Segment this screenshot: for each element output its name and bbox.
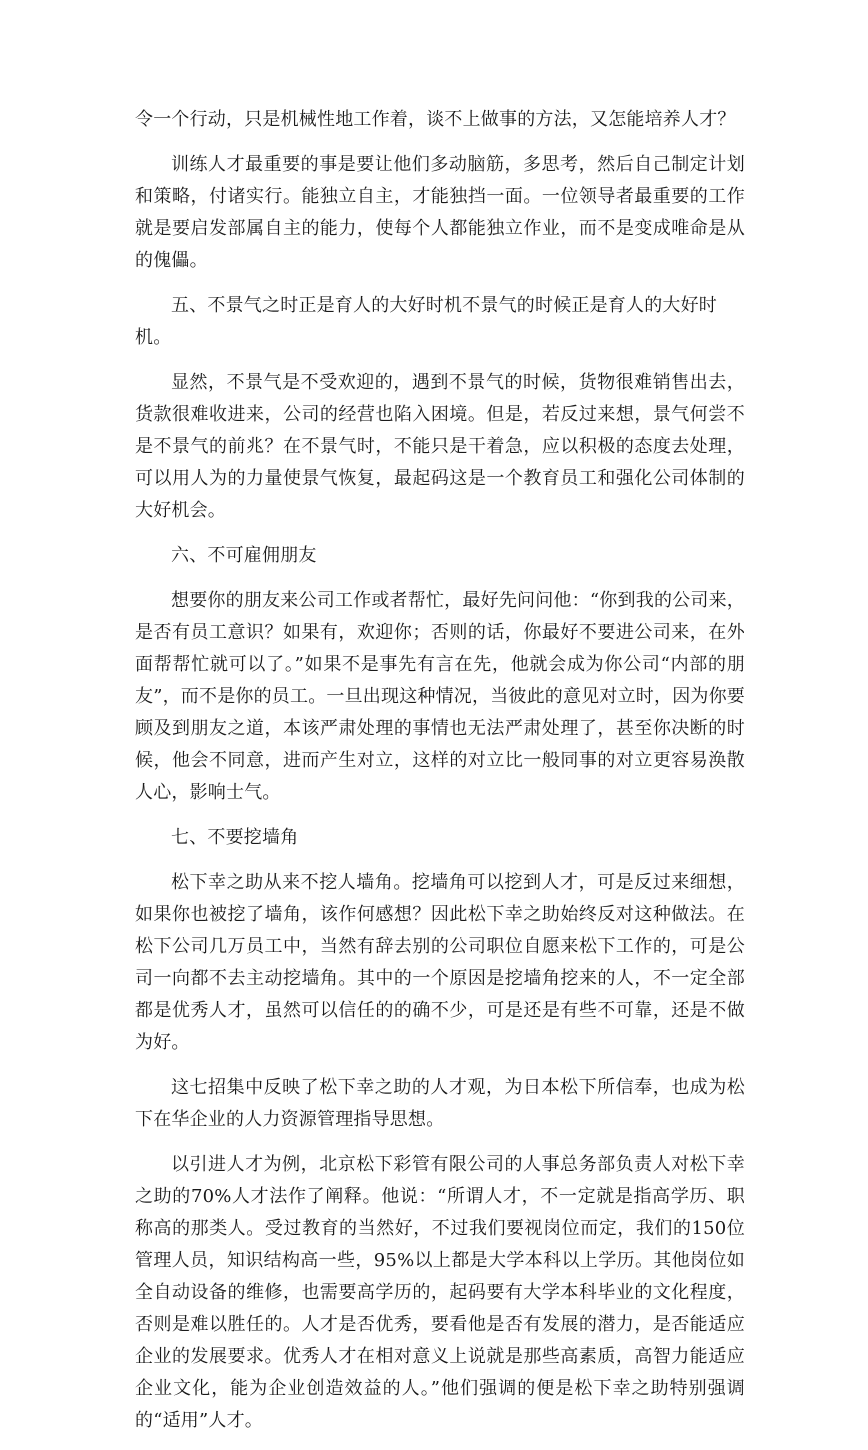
paragraph-recession: 显然，不景气是不受欢迎的，遇到不景气的时候，货物很难销售出去，货款很难收进来，公司的经营也陷入困境。但是，若反过来想，景气何尝不是不景气的前兆？在不景气时，不能只是干着急，应以积极的态度去处理，可以用人为的力量使景气恢复，最起码这是一个教育员工和强化公司体制的大好机会。	[135, 372, 745, 521]
section-heading-5: 五、不景气之时正是育人的大好时机不景气的时候正是育人的大好时机。	[135, 295, 717, 348]
paragraph-training-talent: 训练人才最重要的事是要让他们多动脑筋，多思考，然后自己制定计划和策略，付诸实行。能独立自主，才能独挡一面。一位领导者最重要的工作就是要启发部属自主的能力，使每个人都能独立作业，而不是变成唯命是从的傀儡。	[135, 154, 745, 271]
section-heading-7: 七、不要挖墙角	[171, 827, 299, 848]
paragraph-seven-tactics: 这七招集中反映了松下幸之助的人才观，为日本松下所信奉，也成为松下在华企业的人力资源管理指导思想。	[135, 1077, 745, 1130]
paragraph-talent-example: 以引进人才为例，北京松下彩管有限公司的人事总务部负责人对松下幸之助的70%人才法作了阐释。他说：“所谓人才，不一定就是指高学历、职称高的那类人。受过教育的当然好，不过我们要视岗位而定，我们的150位管理人员，知识结构高一些，95%以上都是大学本科以上学历。其他岗位如全自动设备的维修，也需要高学历的，起码要有大学本科毕业的文化程度，否则是难以胜任的。人才是否优秀，要看他是否有发展的潜力，是否能适应企业的发展要求。优秀人才在相对意义上说就是那些高素质，高智力能适应企业文化，能为企业创造效益的人。”他们强调的便是松下幸之助特别强调的“适用”人才。	[135, 1154, 745, 1431]
paragraph-friends: 想要你的朋友来公司工作或者帮忙，最好先问问他：“你到我的公司来，是否有员工意识？如果有，欢迎你；否则的话，你最好不要进公司来，在外面帮帮忙就可以了。”如果不是事先有言在先，他就会成为你公司“内部的朋友”，而不是你的员工。一旦出现这种情况，当彼此的意见对立时，因为你要顾及到朋友之道，本该严肃处理的事情也无法严肃处理了，甚至你决断的时候，他会不同意，进而产生对立，这样的对立比一般同事的对立更容易涣散人心，影响士气。	[135, 590, 745, 803]
section-heading-6: 六、不可雇佣朋友	[171, 545, 317, 566]
document-body	[135, 104, 745, 1450]
paragraph-poaching: 松下幸之助从来不挖人墙角。挖墙角可以挖到人才，可是反过来细想，如果你也被挖了墙角，该作何感想？因此松下幸之助始终反对这种做法。在松下公司几万员工中，当然有辞去别的公司职位自愿来松下工作的，可是公司一向都不去主动挖墙角。其中的一个原因是挖墙角挖来的人，不一定全部都是优秀人才，虽然可以信任的的确不少，可是还是有些不可靠，还是不做为好。	[135, 872, 745, 1053]
paragraph-continuation: 令一个行动，只是机械性地工作着，谈不上做事的方法，又怎能培养人才？	[135, 109, 736, 130]
